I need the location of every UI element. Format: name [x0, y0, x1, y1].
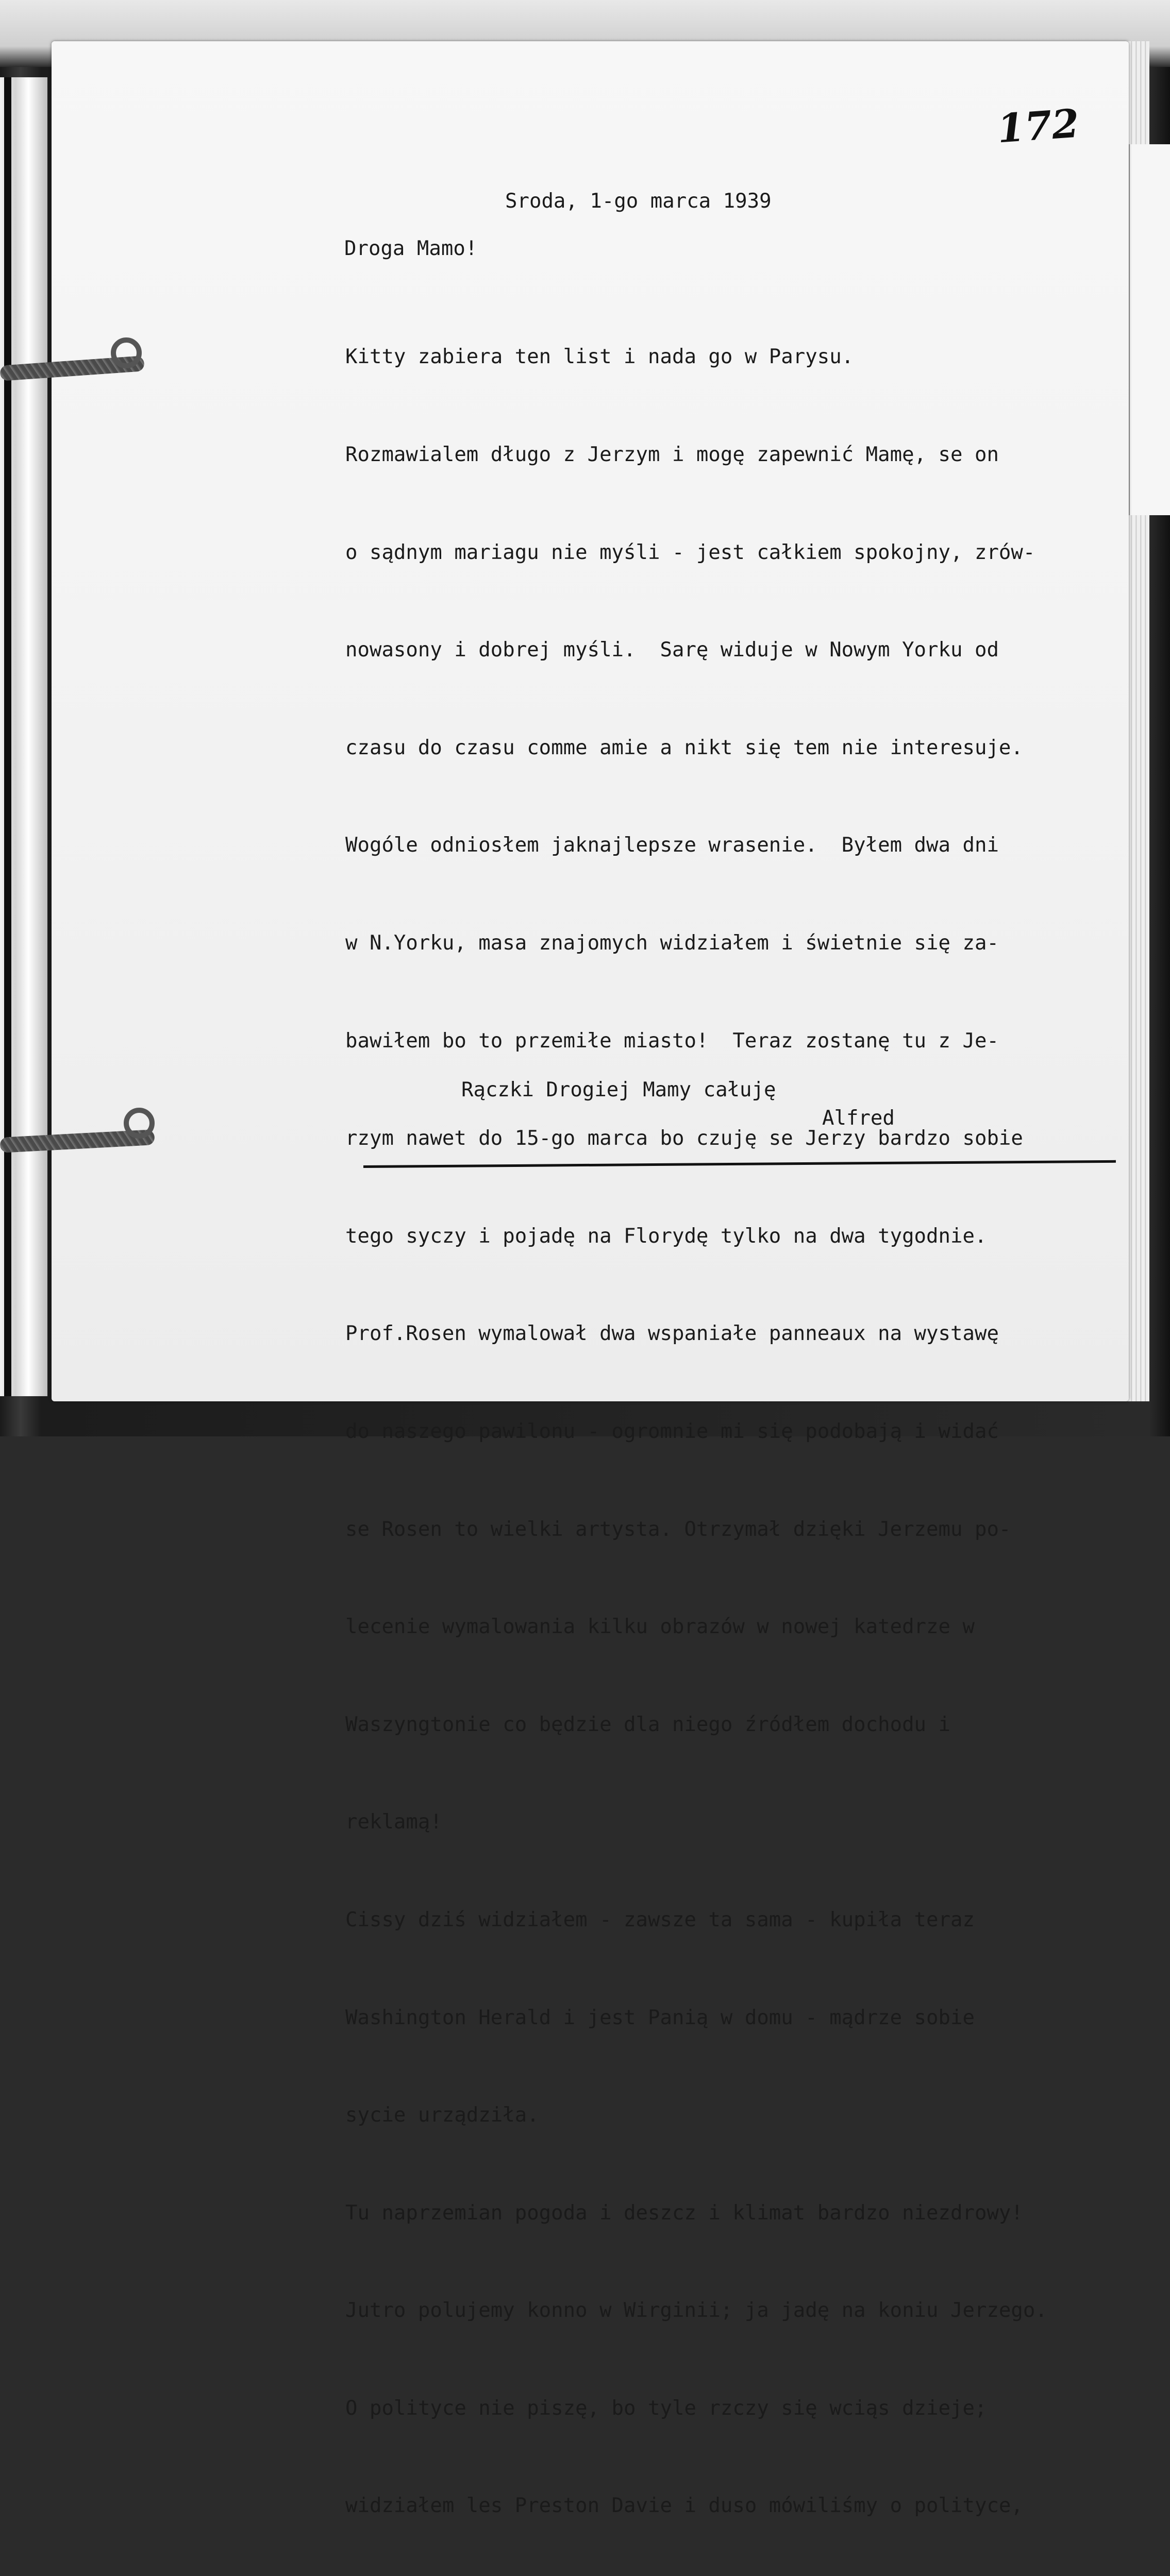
body-line: reklamą! — [345, 1810, 442, 1834]
body-line: Cissy dziś widziałem - zawsze ta sama - kupiła teraz — [345, 1908, 975, 1931]
letter-date: Sroda, 1-go marca 1939 — [505, 190, 772, 213]
body-line: o sądnym mariagu nie myśli - jest całkiem spokojny, zrów- — [345, 540, 1035, 564]
letter-body — [345, 276, 1108, 2576]
letter-signature: Alfred — [822, 1107, 895, 1130]
body-line: Wogóle odniosłem jaknajlepsze wrasenie. Byłem dwa dni — [345, 834, 999, 857]
body-line: widziałem les Preston Davie i duso mówiliśmy o polityce, — [345, 2494, 1023, 2518]
binding-eyelet-bottom — [124, 1108, 155, 1139]
page-number: 172 — [996, 100, 1081, 152]
body-line: Rozmawialem długo z Jerzym i mogę zapewnić Mamę, se on — [345, 443, 999, 466]
body-line: Jutro polujemy konno w Wirginii; ja jadę na koniu Jerzego. — [345, 2299, 1047, 2323]
body-line: O polityce nie piszę, bo tyle rzczy się wciąs dzieje; — [345, 2396, 987, 2420]
body-line: czasu do czasu comme amie a nikt się tem nie interesuje. — [345, 736, 1023, 759]
body-line: Kitty zabiera ten list i nada go w Parysu. — [345, 345, 854, 369]
body-line: se Rosen to wielki artysta. Otrzymał dzięki Jerzemu po- — [345, 1517, 1011, 1541]
letter-closing: Rączki Drogiej Mamy całuję — [461, 1078, 776, 1101]
body-line: rzym nawet do 15-go marca bo czuję se Jerzy bardzo sobie — [345, 1127, 1023, 1150]
body-line: bawiłem bo to przemiłe miasto! Teraz zostanę tu z Je- — [345, 1029, 999, 1053]
body-line: w N.Yorku, masa znajomych widziałem i świetnie się za- — [345, 931, 999, 955]
body-line: do naszego pawilonu - ogromnie mi się podobają i widać — [345, 1419, 999, 1443]
spine-bar — [4, 77, 11, 1396]
body-line: Washington Herald i jest Panią w domu - mądrze sobie — [345, 2006, 975, 2029]
body-line: Prof.Rosen wymalował dwa wspaniałe panneaux na wystawę — [345, 1322, 999, 1346]
binding-eyelet-top — [111, 337, 142, 368]
body-line: sycie urządziła. — [345, 2104, 539, 2127]
page-tab — [1129, 144, 1170, 515]
letter-salutation: Droga Mamo! — [344, 237, 478, 260]
body-line: Waszyngtonie co będzie dla niego źródłem dochodu i — [345, 1713, 950, 1736]
body-line: lecenie wymalowania kilku obrazów w nowej katedrze w — [345, 1615, 975, 1639]
body-line: nowasony i dobrej myśli. Sarę widuje w Nowym Yorku od — [345, 638, 999, 662]
body-line: Tu naprzemian pogoda i deszcz i klimat bardzo niezdrowy! — [345, 2201, 1023, 2225]
binder-spine — [0, 77, 47, 1396]
body-line: tego syczy i pojadę na Florydę tylko na dwa tygodnie. — [345, 1224, 987, 1248]
